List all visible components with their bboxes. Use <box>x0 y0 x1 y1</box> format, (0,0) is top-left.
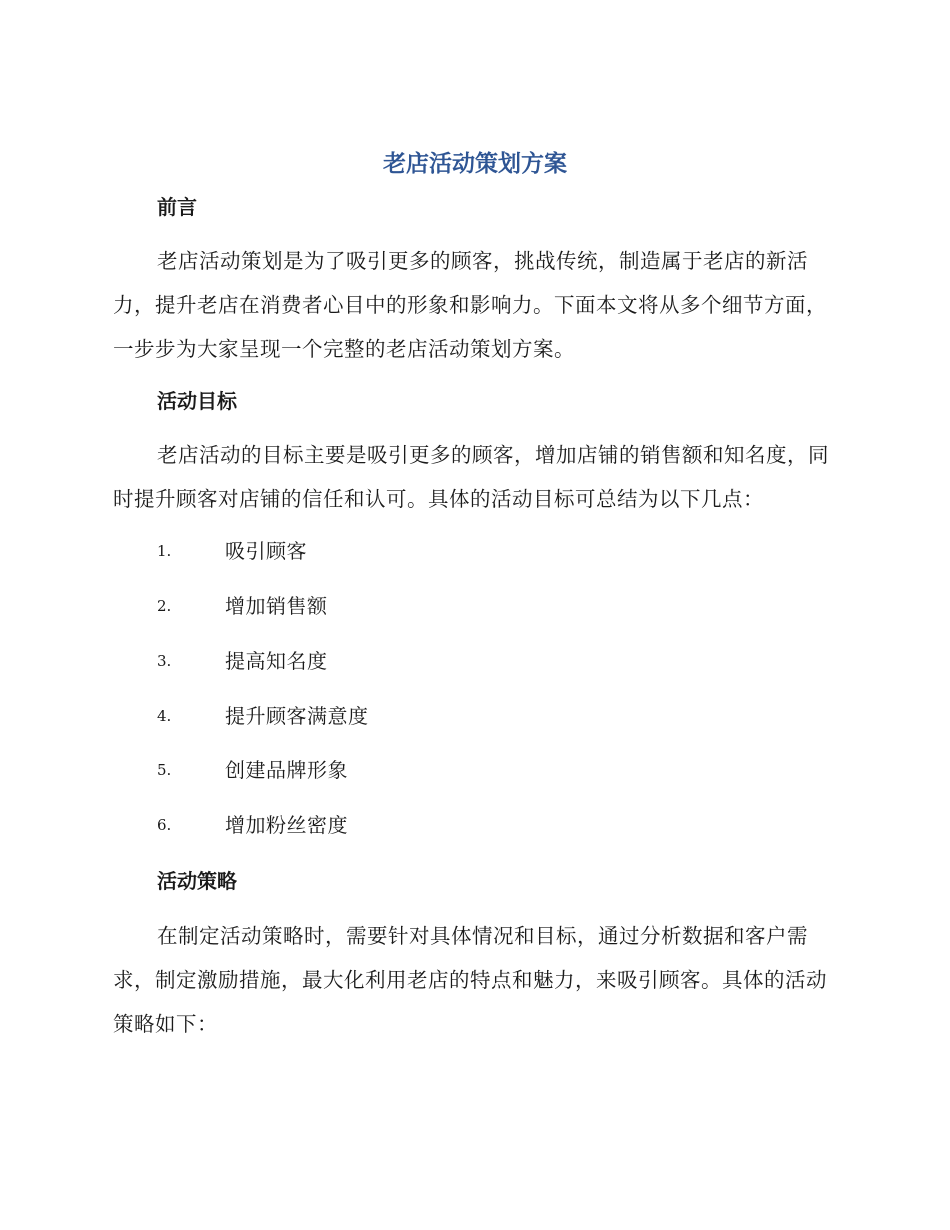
list-item-text: 吸引顾客 <box>225 539 307 563</box>
section-heading-strategy: 活动策略 <box>157 869 237 893</box>
section-paragraph-preface: 老店活动策划是为了吸引更多的顾客，挑战传统，制造属于老店的新活力，提升老店在消费者心目中的形象和影响力。下面本文将从多个细节方面，一步步为大家呈现一个完整的老店活动策划方案。 <box>113 249 827 361</box>
section-heading-goals: 活动目标 <box>157 389 237 413</box>
list-item-number: 4. <box>157 707 172 725</box>
list-item-text: 创建品牌形象 <box>225 758 348 782</box>
document-title: 老店活动策划方案 <box>383 151 567 177</box>
list-item-number: 6. <box>157 816 172 834</box>
section-paragraph-strategy: 在制定活动策略时，需要针对具体情况和目标，通过分析数据和客户需求，制定激励措施，最大化利用老店的特点和魅力，来吸引顾客。具体的活动策略如下： <box>113 924 827 1036</box>
list-item-text: 提升顾客满意度 <box>225 704 369 728</box>
list-item-text: 提高知名度 <box>225 649 328 673</box>
list-item-number: 2. <box>157 597 172 615</box>
list-item-number: 1. <box>157 542 172 560</box>
section-heading-preface: 前言 <box>157 195 197 219</box>
list-item-number: 5. <box>157 761 172 779</box>
section-paragraph-goals: 老店活动的目标主要是吸引更多的顾客，增加店铺的销售额和知名度，同时提升顾客对店铺的信任和认可。具体的活动目标可总结为以下几点： <box>113 443 829 511</box>
list-item-text: 增加粉丝密度 <box>225 813 348 837</box>
list-item-text: 增加销售额 <box>225 594 328 618</box>
list-item-number: 3. <box>157 652 172 670</box>
